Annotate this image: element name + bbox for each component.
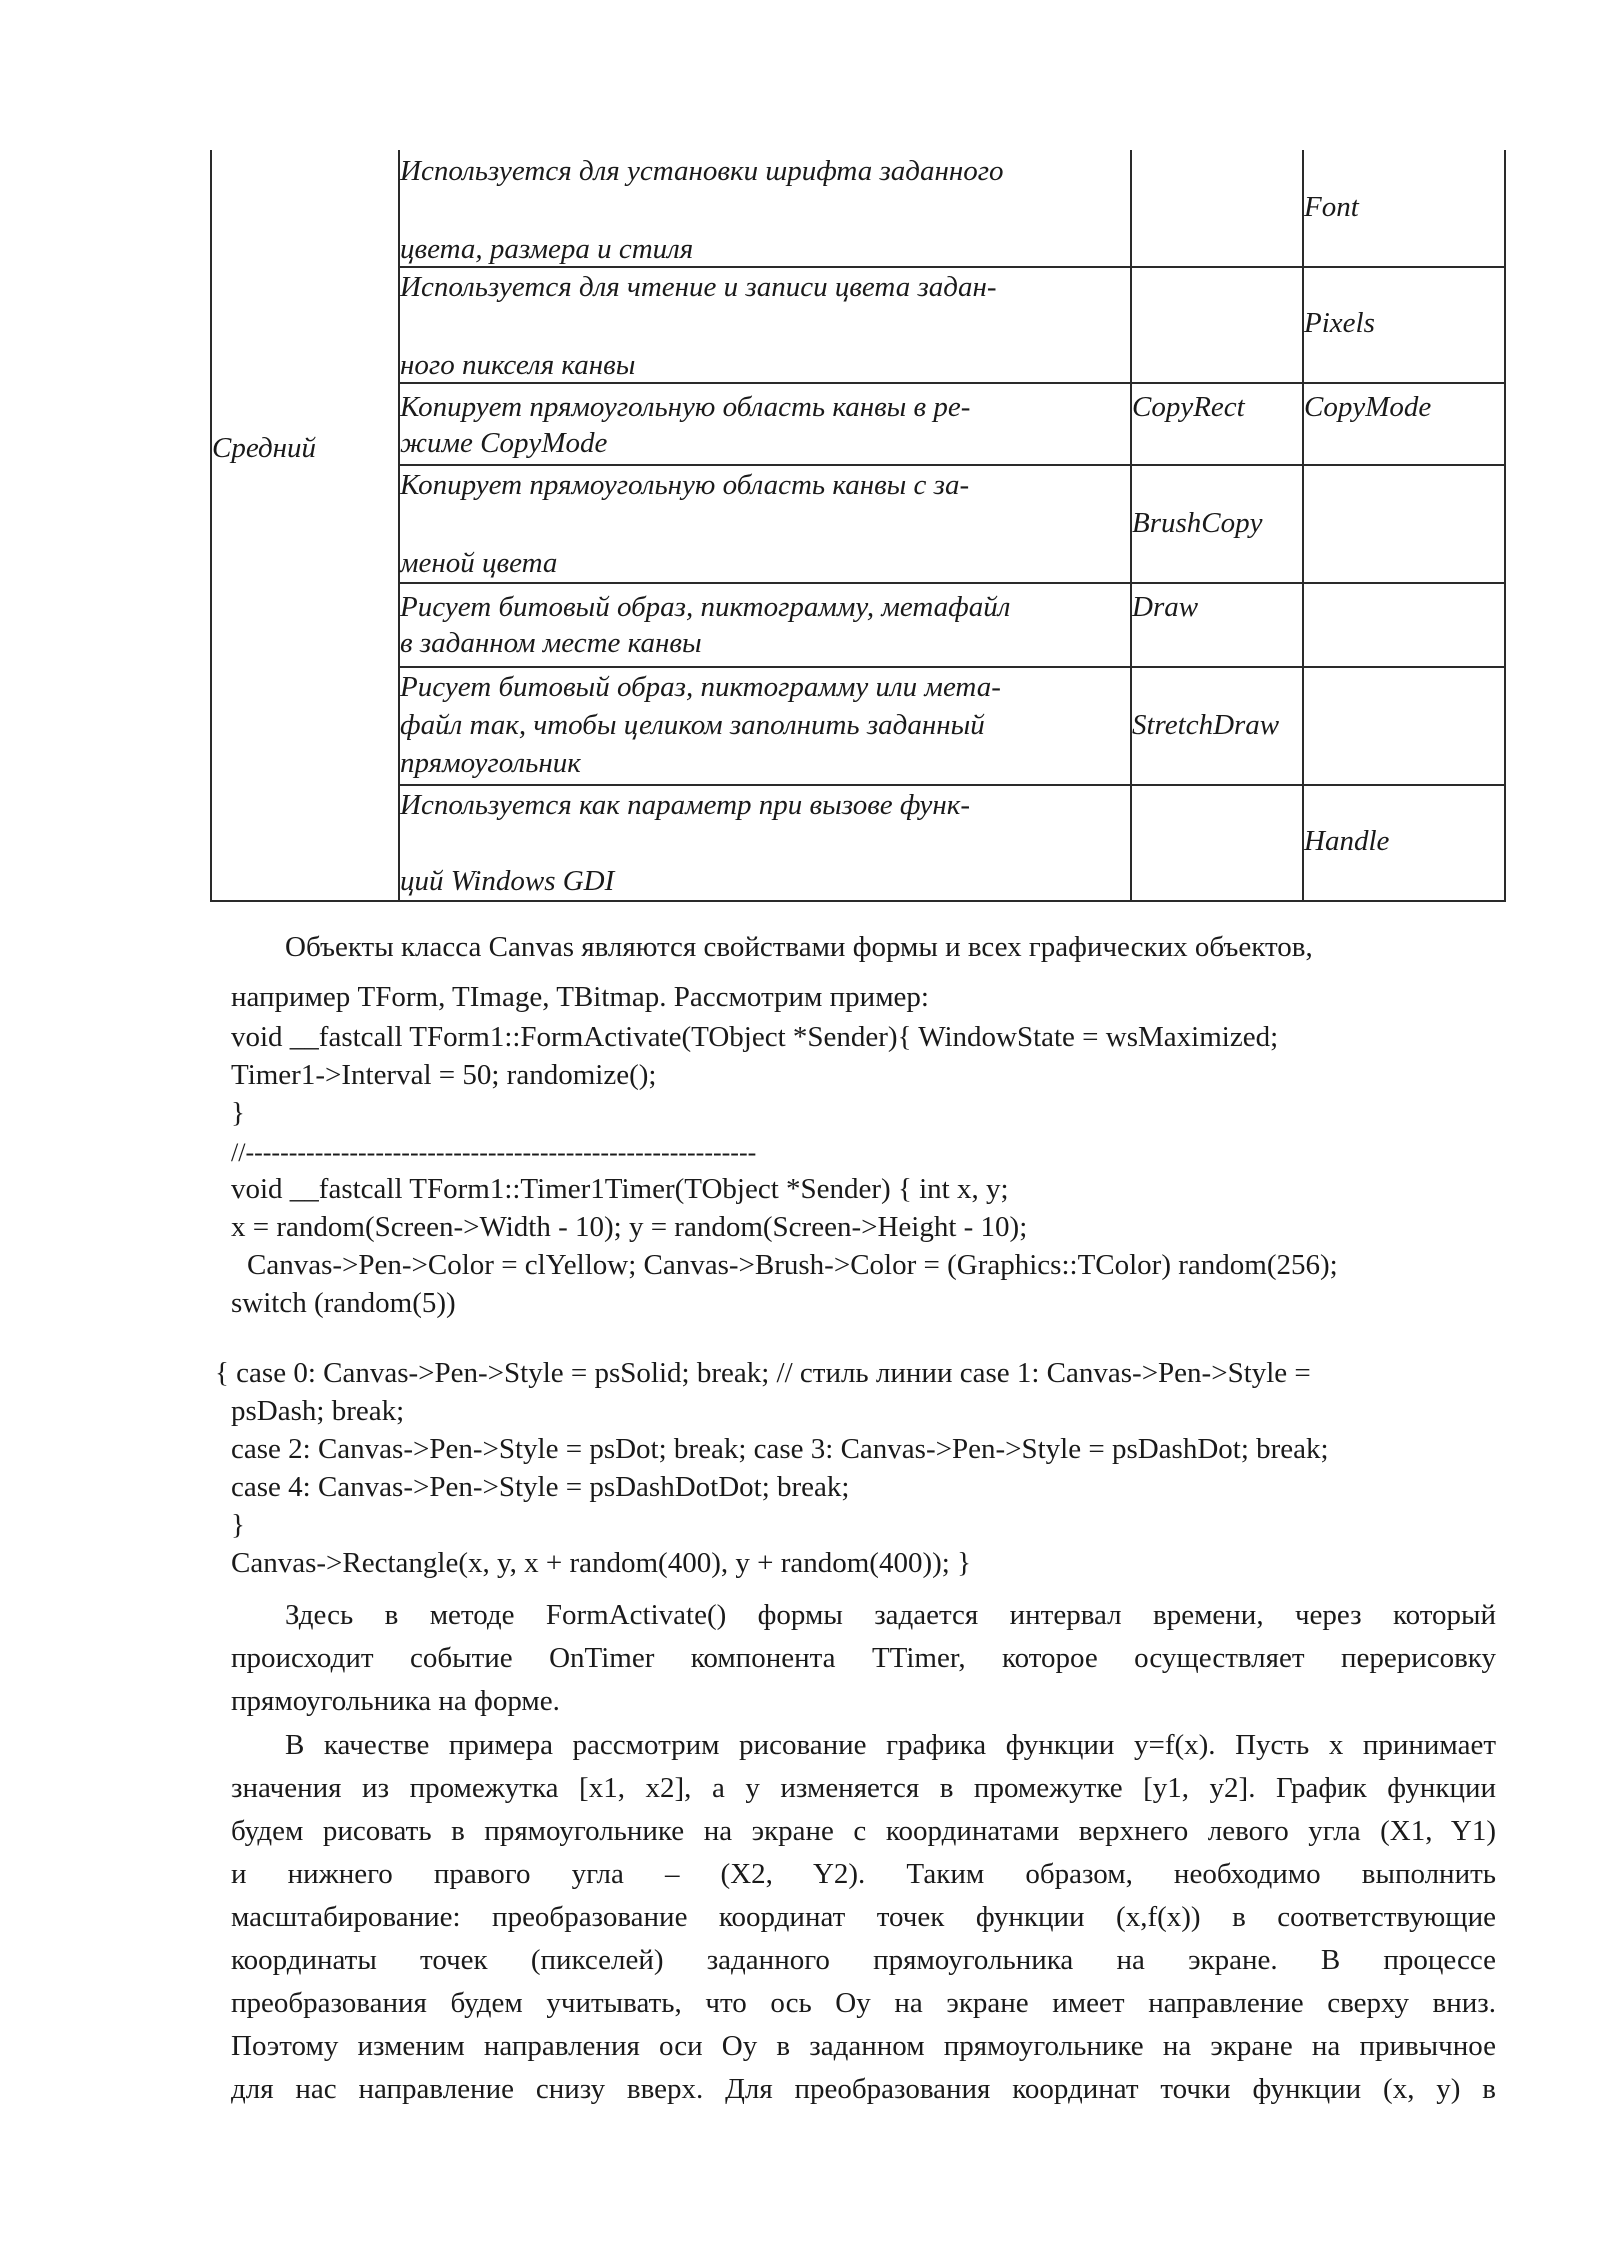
description-cell: Рисует битовый образ, пиктограмму или мета- <box>400 671 1001 703</box>
paragraph-line: будем рисовать в прямоугольнике на экране с координатами верхнего левого угла (X1, Y1) <box>231 1815 1496 1847</box>
code-line: switch (random(5)) <box>231 1287 456 1319</box>
code-line: x = random(Screen->Width - 10); y = random(Screen->Height - 10); <box>231 1211 1028 1243</box>
intro-line: например TForm, TImage, TBitmap. Рассмотрим пример: <box>231 981 929 1013</box>
description-cell: меной цвета <box>400 547 558 579</box>
description-cell: цвета, размера и стиля <box>400 233 694 265</box>
code-line: } <box>231 1097 245 1129</box>
table-border-col3 <box>1302 150 1304 902</box>
code-line: void __fastcall TForm1::FormActivate(TObject *Sender){ WindowState = wsMaximized; <box>231 1021 1279 1053</box>
code-line: case 4: Canvas->Pen->Style = psDashDotDot; break; <box>231 1471 850 1503</box>
code-line: case 2: Canvas->Pen->Style = psDot; break; case 3: Canvas->Pen->Style = psDashDot; break; <box>231 1433 1329 1465</box>
table-border-left <box>210 150 212 902</box>
code-line: Canvas->Rectangle(x, y, x + random(400), y + random(400)); } <box>231 1547 971 1579</box>
code-line: psDash; break; <box>231 1395 405 1427</box>
description-cell: Используется как параметр при вызове функ- <box>400 789 971 821</box>
property-cell: Handle <box>1304 825 1390 857</box>
method-cell: CopyRect <box>1132 391 1245 423</box>
paragraph-line: В качестве примера рассмотрим рисование графика функции y=f(x). Пусть x принимает <box>285 1729 1496 1761</box>
description-cell: жиме CopyMode <box>400 427 608 459</box>
code-line: Canvas->Pen->Color = clYellow; Canvas->Brush->Color = (Graphics::TColor) random(256); <box>247 1249 1338 1281</box>
paragraph-line: и нижнего правого угла – (X2, Y2). Таким образом, необходимо выполнить <box>231 1858 1496 1890</box>
code-line: Timer1->Interval = 50; randomize(); <box>231 1059 657 1091</box>
paragraph-line: Поэтому изменим направления оси Oy в заданном прямоугольнике на экране на привычное <box>231 2030 1496 2062</box>
code-separator: //----------------------------------------------------------- <box>231 1138 757 1167</box>
paragraph-line: Здесь в методе FormActivate() формы задается интервал времени, через который <box>285 1599 1496 1631</box>
paragraph-line: значения из промежутка [x1, x2], а y изменяется в промежутке [y1, y2]. График функции <box>231 1772 1496 1804</box>
description-cell: ций Windows GDI <box>400 865 615 897</box>
description-cell: в заданном месте канвы <box>400 627 702 659</box>
description-cell: Копирует прямоугольную область канвы в ре- <box>400 391 971 423</box>
level-cell: Средний <box>212 432 317 464</box>
property-cell: Font <box>1304 191 1359 223</box>
intro-line: Объекты класса Canvas являются свойствами формы и всех графических объектов, <box>285 931 1313 963</box>
method-cell: BrushCopy <box>1132 507 1263 539</box>
code-line: { case 0: Canvas->Pen->Style = psSolid; break; // стиль линии case 1: Canvas->Pen->Style = <box>215 1357 1311 1389</box>
paragraph-line: прямоугольника на форме. <box>231 1685 560 1717</box>
paragraph-line: происходит событие OnTimer компонента TTimer, которое осуществляет перерисовку <box>231 1642 1496 1674</box>
description-cell: прямоугольник <box>400 747 581 779</box>
methods-table <box>210 150 1506 902</box>
table-border-right <box>1504 150 1506 902</box>
description-cell: Рисует битовый образ, пиктограмму, метафайл <box>400 591 1011 623</box>
description-cell: файл так, чтобы целиком заполнить заданный <box>400 709 985 741</box>
code-line: } <box>231 1509 245 1541</box>
code-line: void __fastcall TForm1::Timer1Timer(TObject *Sender) { int x, y; <box>231 1173 1009 1205</box>
description-cell: ного пикселя канвы <box>400 349 636 381</box>
paragraph-line: для нас направление снизу вверх. Для преобразования координат точки функции (x, y) в <box>231 2073 1496 2105</box>
paragraph-line: координаты точек (пикселей) заданного прямоугольника на экране. В процессе <box>231 1944 1496 1976</box>
paragraph-line: масштабирование: преобразование координат точек функции (x,f(x)) в соответствующие <box>231 1901 1496 1933</box>
description-cell: Используется для чтение и записи цвета задан- <box>400 271 997 303</box>
paragraph-line: преобразования будем учитывать, что ось Oy на экране имеет направление сверху вниз. <box>231 1987 1496 2019</box>
method-cell: StretchDraw <box>1132 709 1280 741</box>
property-cell: Pixels <box>1304 307 1375 339</box>
method-cell: Draw <box>1132 591 1199 623</box>
description-cell: Используется для установки шрифта заданного <box>400 155 1004 187</box>
property-cell: CopyMode <box>1304 391 1432 423</box>
description-cell: Копирует прямоугольную область канвы с за- <box>400 469 970 501</box>
